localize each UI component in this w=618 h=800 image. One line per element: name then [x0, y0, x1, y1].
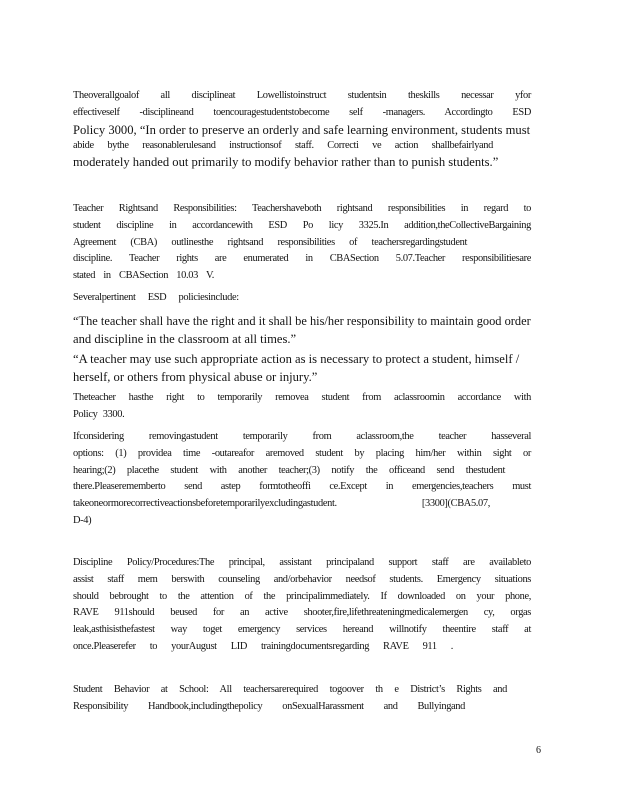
text-line: Responsibility Handbook,includingthepolicy onSexualHarassment and Bullyingand [73, 700, 465, 712]
text-line: options: (1) providea time -outareafor aremoved student by placing him/her within sight or [73, 447, 531, 459]
text-line: Policy 3000, “In order to preserve an orderly and safe learning environment, students must [73, 122, 531, 137]
quote-appropriate-action [73, 350, 531, 386]
text-line: Teacher Rightsand Responsibilities: Teachershaveboth rightsand responsibilities in regard to [73, 203, 531, 214]
text-line: Policy 3300. [73, 408, 125, 420]
text-line: effectiveself -disciplineand toencouragestudentstobecome self -managers. Accordingto ESD [73, 106, 531, 118]
quote-teacher-right [73, 312, 531, 348]
paragraph-student-behavior [73, 682, 531, 716]
paragraph-teacher-rights [73, 201, 531, 285]
text-line: should bebrought to the attention of the principalimmediately. If downloaded on your phone, [73, 590, 531, 602]
text-line: Theoverallgoalof all disciplineat Lowellistoinstruct studentsin theskills necessar yfor [73, 90, 531, 101]
text-line: leak,asthisisthefastest way toget emergency services hereand willnotify theentire staff at [73, 624, 531, 636]
text-line: Agreement (CBA) outlinesthe rightsand responsibilities of teachersregardingstudent [73, 236, 467, 248]
text-line: there.Pleaserememberto send astep formtotheoffi ce.Except in emergencies,teachers must [73, 481, 531, 493]
paragraph-discipline-policy [73, 555, 531, 656]
text-line: moderately handed out primarily to modify behavior rather than to punish students.” [73, 155, 499, 170]
text-line: discipline. Teacher rights are enumerated in CBASection 5.07.Teacher responsibilitiesare [73, 253, 531, 265]
text-line: and discipline in the classroom at all times.” [73, 332, 297, 346]
text-line: takeoneormorecorrectiveactionsbeforetemporarilyexcludingastudent. [3300](CBA5.07, [73, 498, 490, 510]
text-line: Ifconsidering removingastudent temporarily from aclassroom,the teacher hasseveral [73, 431, 531, 442]
paragraph-remove-student [73, 390, 531, 424]
paragraph-overall-goal [73, 88, 531, 171]
text-line: Severalpertinent ESD policiesinclude: [73, 292, 239, 303]
text-line: stated in CBASection 10.03 V. [73, 270, 215, 282]
text-line: abide bythe reasonablerulesand instructionsof staff. Correcti ve action shallbefairlyand [73, 139, 493, 151]
text-line: “The teacher shall have the right and it shall be his/her responsibility to maintain good order [73, 314, 531, 328]
paragraph-pertinent-policies [73, 290, 531, 307]
text-line: student discipline in accordancewith ESD Po licy 3325.In addition,theCollectiveBargaining [73, 219, 531, 231]
text-line: assist staff mem berswith counseling and/orbehavior needsof students. Emergency situations [73, 573, 531, 585]
text-line: hearing;(2) placethe student with another teacher;(3) notify the officeand send thestudent [73, 464, 505, 476]
text-line: herself, or others from physical abuse or injury.” [73, 370, 318, 384]
text-line: Theteacher hasthe right to temporarily removea student from aclassroomin accordance with [73, 392, 531, 403]
text-line: D-4) [73, 514, 92, 526]
text-line: once.Pleaserefer to yourAugust LID trainingdocumentsregarding RAVE 911 . [73, 640, 453, 652]
text-line: RAVE 911should beused for an active shooter,fire,lifethreateningmedicalemergen cy, orgas [73, 607, 531, 619]
text-line: “A teacher may use such appropriate action as is necessary to protect a student, himself / [73, 352, 520, 366]
paragraph-considering-removing [73, 429, 531, 530]
page-number: 6 [536, 745, 541, 756]
text-line: Student Behavior at School: All teachersarerequired togoover th e District’s Rights and [73, 684, 507, 695]
text-line: Discipline Policy/Procedures:The principal, assistant principaland support staff are availableto [73, 557, 531, 568]
